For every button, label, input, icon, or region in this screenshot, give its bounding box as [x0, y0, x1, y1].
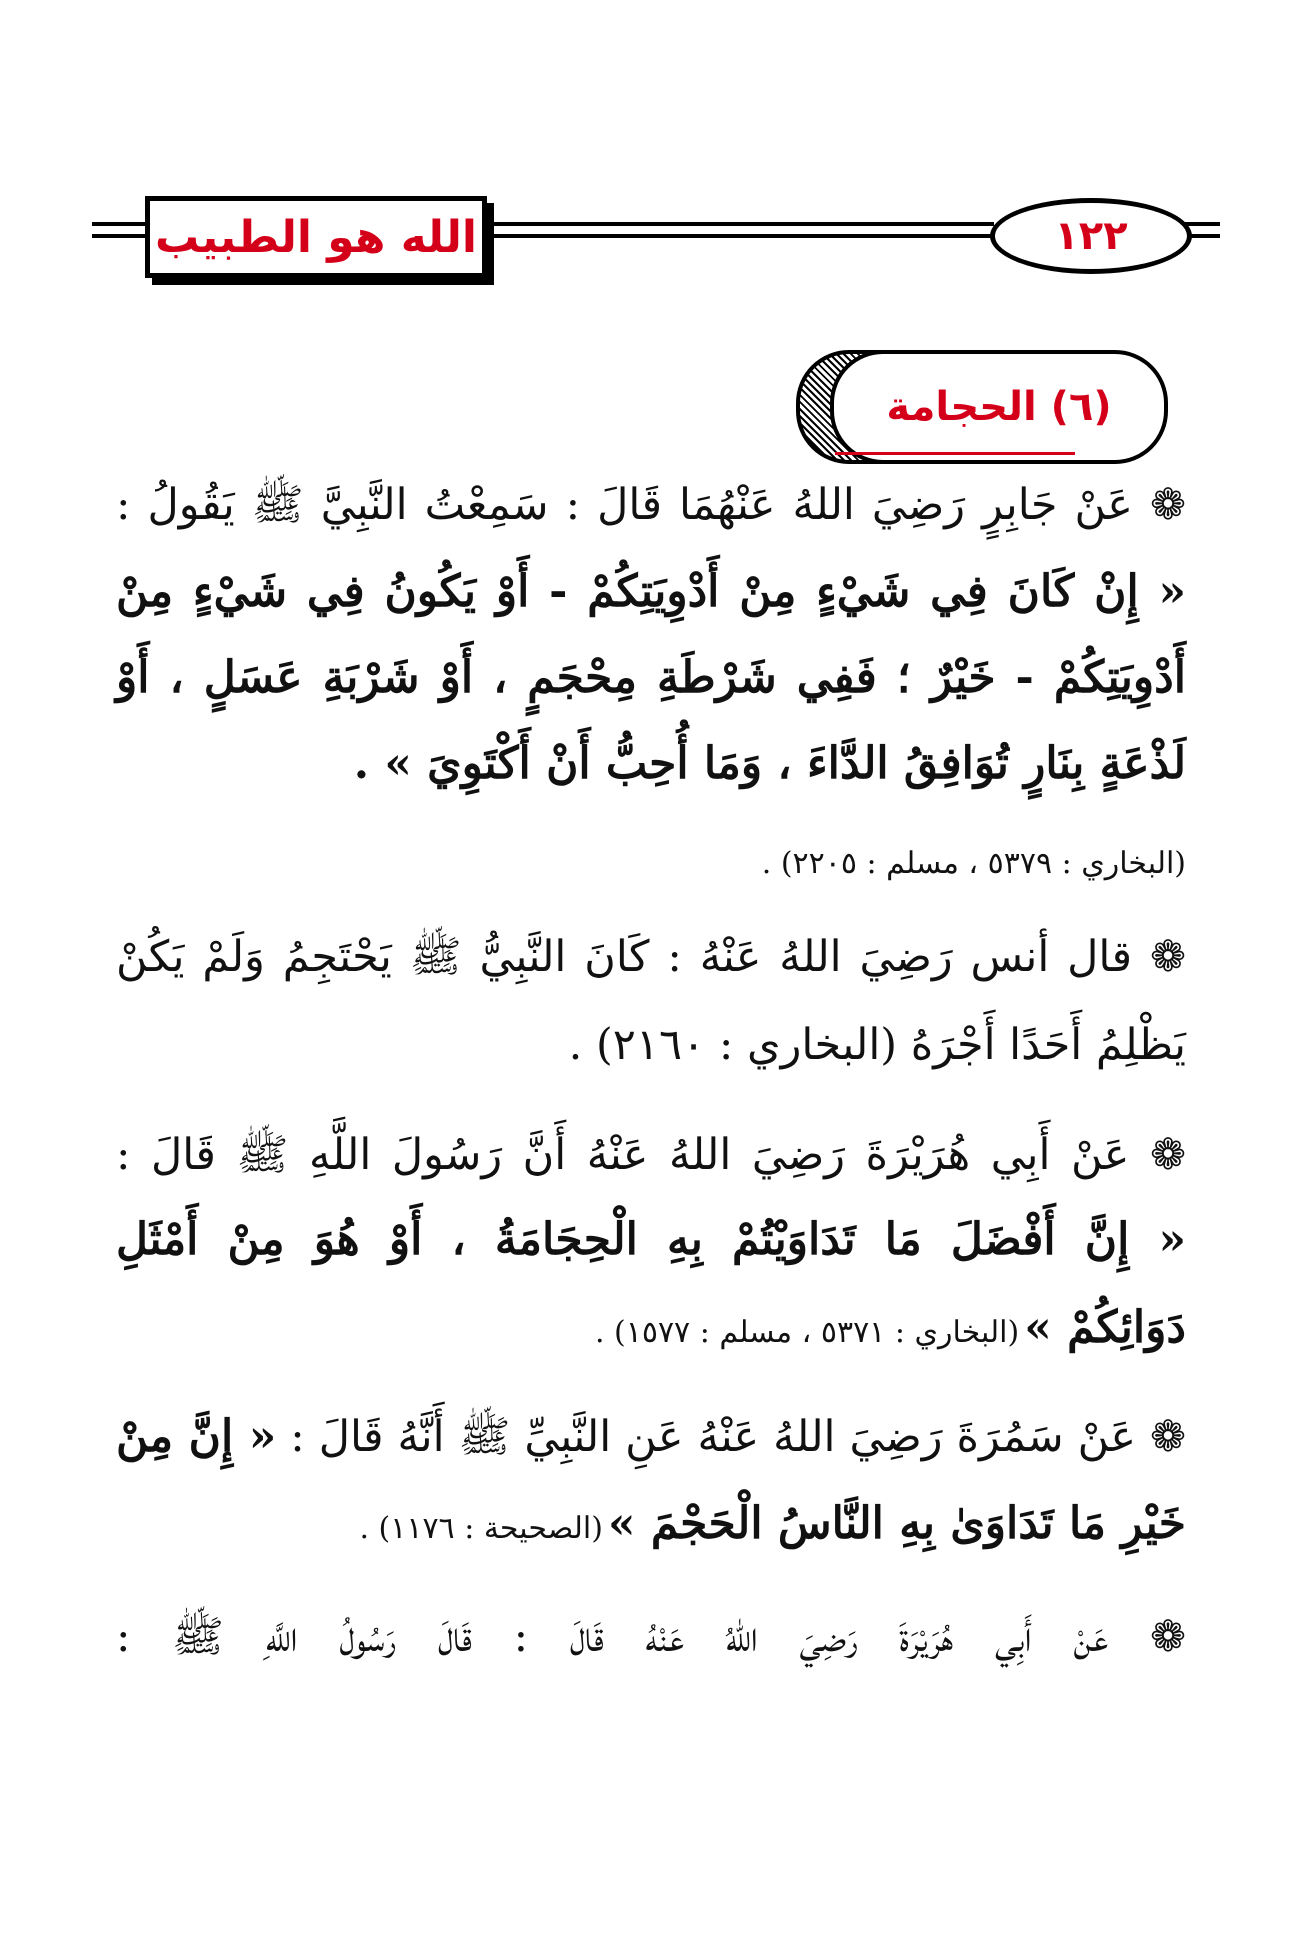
text-line-2: « إِنْ كَانَ فِي شَيْءٍ مِنْ أَدْوِيَتِكُمْ - أَوْ يَكُونُ فِي شَيْءٍ مِنْ [116, 566, 1186, 617]
page-number-badge [990, 198, 1192, 274]
text-line-9: « إِنَّ أَفْضَلَ مَا تَدَاوَيْتُمْ بِهِ الْحِجَامَةُ ، أَوْ هُوَ مِنْ أَمْثَلِ [116, 1214, 1186, 1265]
text-line-7: يَظْلِمُ أَحَدًا أَجْرَهُ (البخاري : ٢١٦٠) . [568, 1020, 1186, 1070]
text-line-8: ❁ عَنْ أَبِي هُرَيْرَةَ رَضِيَ اللهُ عَنْهُ أَنَّ رَسُولَ اللَّهِ ﷺ قَالَ : [116, 1130, 1186, 1180]
header-rule-mid [484, 222, 994, 226]
section-heading: (٦) الحجامة [886, 384, 1112, 430]
running-title-box [145, 196, 487, 278]
header-rule-mid-2 [484, 234, 994, 238]
section-badge [830, 350, 1168, 464]
header-rule-left-2 [92, 234, 152, 238]
hadith-start-11: « إِنَّ مِنْ [116, 1411, 277, 1462]
narration-11: ❁ عَنْ سَمُرَةَ رَضِيَ اللهُ عَنْهُ عَنِ النَّبِيِّ ﷺ أَنَّهُ قَالَ : [290, 1412, 1186, 1462]
text-line-4: لَذْعَةٍ بِنَارٍ تُوَافِقُ الدَّاءَ ، وَمَا أُحِبُّ أَنْ أَكْتَوِيَ » . [353, 738, 1186, 789]
hadith-end: دَوَائِكُمْ » [1024, 1302, 1186, 1353]
text-line-3: أَدْوِيَتِكُمْ - خَيْرٌ ؛ فَفِي شَرْطَةِ مِحْجَمٍ ، أَوْ شَرْبَةِ عَسَلٍ ، أَوْ [116, 652, 1186, 703]
text-line-13: ❁ عَنْ أَبِي هُرَيْرَةَ رَضِيَ اللهُ عَنْهُ قَالَ : قَالَ رَسُولُ اللَّهِ ﷺ : [116, 1612, 1186, 1662]
running-title: الله هو الطبيب [155, 211, 477, 263]
text-line-11 [116, 1410, 1186, 1473]
hadith-12: خَيْرِ مَا تَدَاوَىٰ بِهِ النَّاسُ الْحَجْمَ » [608, 1498, 1186, 1549]
text-line-10 [116, 1302, 1186, 1353]
text-line-12 [116, 1498, 1186, 1549]
text-line-1: ❁ عَنْ جَابِرٍ رَضِيَ اللهُ عَنْهُمَا قَالَ : سَمِعْتُ النَّبِيَّ ﷺ يَقُولُ : [116, 480, 1186, 530]
section-underline [835, 452, 1075, 455]
page-number: ١٢٢ [1054, 213, 1128, 259]
citation-10: (البخاري : ٥٣٧١ ، مسلم : ١٥٧٧) . [594, 1315, 1020, 1350]
citation-12: (الصحيحة : ١١٧٦) . [359, 1511, 603, 1546]
header-rule-left [92, 222, 152, 226]
citation-line-5: (البخاري : ٥٣٧٩ ، مسلم : ٢٢٠٥) . [761, 846, 1186, 881]
text-line-6: ❁ قال أنس رَضِيَ اللهُ عَنْهُ : كَانَ النَّبِيُّ ﷺ يَحْتَجِمُ وَلَمْ يَكُنْ [116, 932, 1186, 982]
